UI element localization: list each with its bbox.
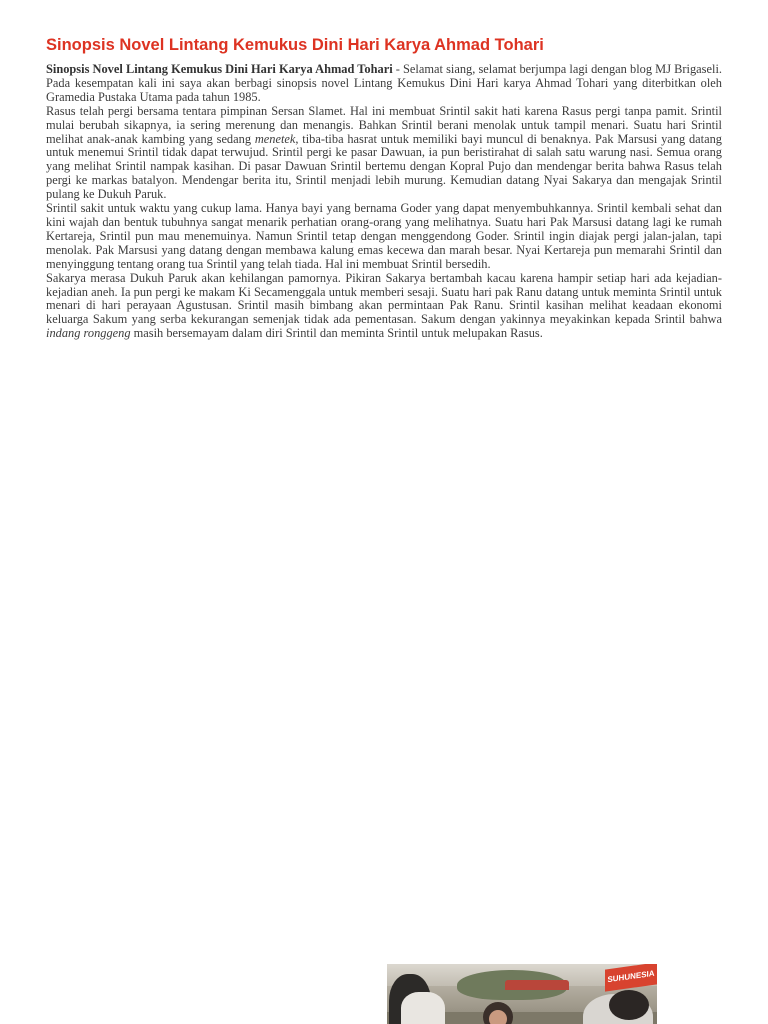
photo-sign: SUHUNESIA [605,964,657,992]
photo-person-left-shirt [401,992,445,1024]
article-body [46,63,722,341]
paragraph-3-part-2: masih bersemayam dalam diri Srintil dan meminta Srintil untuk melupakan Rasus. [130,326,543,341]
intro-bold-lead: Sinopsis Novel Lintang Kemukus Dini Hari Karya Ahmad Tohari [46,62,393,76]
photo-person-middle-face [489,1010,507,1024]
article-title: Sinopsis Novel Lintang Kemukus Dini Hari Karya Ahmad Tohari [46,36,544,54]
paragraph-2: Srintil sakit untuk waktu yang cukup lama. Hanya bayi yang bernama Goder yang dapat menyembuhkannya. Srintil kembali sehat dan kini wajah dan bentuk tubuhnya sangat menarik perhatian orang-orang yang melihatnya. Suatu hari Pak Marsusi datang lagi ke rumah Kertareja, Srintil pun mau menemuinya. Namun Srintil tetap dengan menggendong Goder. Srintil ingin diajak pergi jalan-jalan, tapi menolak. Pak Marsusi yang datang dengan membawa kalung emas kecewa dan marah besar. Nyai Kertareja pun memarahi Srintil dan menyinggung tentang orang tua Srintil yang telah tiada. Hal ini membuat Srintil bersedih. [46,201,722,271]
paragraph-3-part-1: Sakarya merasa Dukuh Paruk akan kehilangan pamornya. Pikiran Sakarya bertambah kacau karena hampir setiap hari ada kejadian-kejadian aneh. Ia pun pergi ke makam Ki Secamenggala untuk memberi sesaji. Suatu hari pak Ranu datang untuk meminta Srintil untuk menari di hari perayaan Agustusan. Srintil masih bimbang akan permintaan Pak Ranu. Srintil kasihan melihat keadaan ekonomi keluarga Sakum yang serba kekurangan semenjak tidak ada pementasan. Sakum dengan yakinnya meyakinkan kepada Srintil bahwa [46,270,722,327]
photo-person-right-hair [609,990,649,1020]
paragraph-1-part-1: Rasus telah pergi bersama tentara pimpinan Sersan Slamet. Hal ini membuat Srintil sakit hati karena Rasus pergi tanpa pamit. Srintil mulai berubah sikapnya, ia sering merenung dan menangis. Bahkan Srintil berani menolak untuk tampil menari. Suatu hari Srintil melihat anak-anak kambing yang sedang [46,103,722,146]
photo-roof [505,980,569,990]
paragraph-3 [46,272,722,342]
paragraph-1-part-2: , tiba-tiba hasrat untuk memiliki bayi muncul di benaknya. Pak Marsusi yang datang untuk menemui Srintil tidak dapat terwujud. Srintil pergi ke pasar Dawuan, ia pun beristirahat di salah satu warung nasi. Semua orang yang melihat Srintil nampak kasihan. Di pasar Dawuan Srintil bertemu dengan Kopral Pujo dan mendengar berita bahwa Rasus telah pergi ke markas batalyon. Mendengar berita itu, Srintil menjadi lebih murung. Kemudian datang Nyai Sakarya dan mengajak Srintil pulang ke Dukuh Paruk. [46,131,722,202]
intro-text: - Selamat siang, selamat berjumpa lagi dengan blog MJ Brigaseli. Pada kesempatan kali ini saya akan berbagi sinopsis novel Lintang Kemukus Dini Hari karya Ahmad Tohari yang diterbitkan oleh Gramedia Pustaka Utama pada tahun 1985. [46,62,722,104]
intro-paragraph [46,63,722,105]
paragraph-3-italic: indang ronggeng [46,326,131,341]
article-photo [387,964,657,1024]
paragraph-1 [46,105,722,202]
paragraph-1-italic: menetek [254,131,296,146]
